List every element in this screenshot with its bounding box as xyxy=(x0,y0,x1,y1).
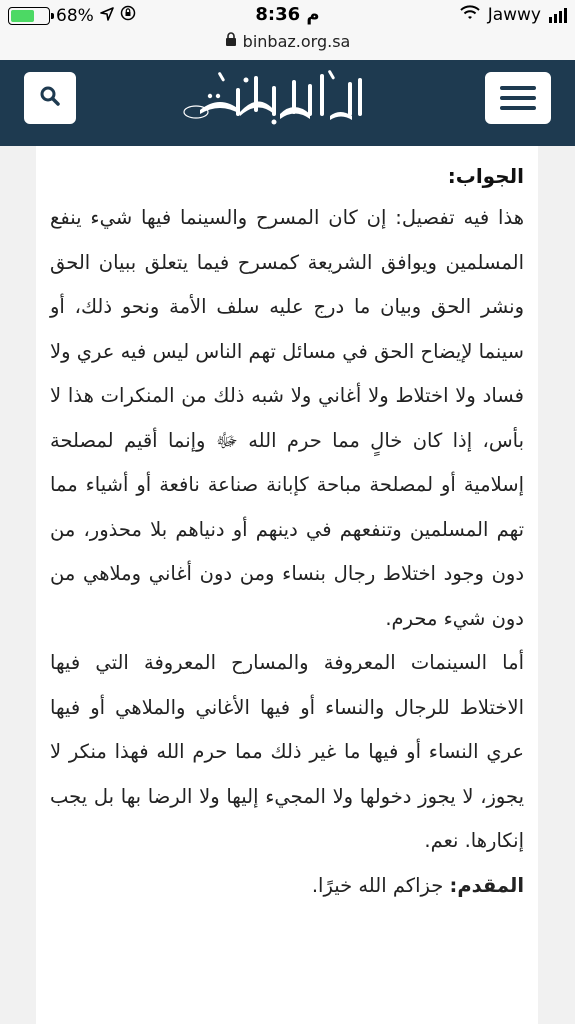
site-logo[interactable] xyxy=(180,66,380,134)
answer-paragraph-2: أما السينمات المعروفة والمسارح المعروفة التي فيها الاختلاط للرجال والنساء أو فيها الأغاني والملاهي أو فيها عري النساء أو فيها ما غير ذلك مما حرم الله فهذا منكر لا يجوز، لا يجوز دخولها ولا المجيء إليها ولا الرضا بها بل يجب إنكارها. نعم. xyxy=(50,651,524,852)
carrier-name: Jawwy xyxy=(487,5,541,25)
site-header xyxy=(0,60,575,146)
article-content xyxy=(36,146,538,1024)
hamburger-line xyxy=(500,106,536,110)
url-text: binbaz.org.sa xyxy=(242,32,351,51)
answer-heading: الجواب: xyxy=(447,164,524,188)
answer-paragraph-1: هذا فيه تفصيل: إن كان المسرح والسينما فيها شيء ينفع المسلمين ويوافق الشريعة كمسرح فيما يتعلق ببيان الحق ونشر الحق وبيان ما درج عليه سلف الأمة ونحو ذلك، أو سينما لإيضاح الحق في مسائل تهم الناس ليس فيه عري ولا فساد ولا اختلاط ولا أغاني ولا شبه ذلك من المنكرات هذا لا بأس، إذا كان خالٍ مما حرم الله ﷻ وإنما أقيم لمصلحة إسلامية أو لمصلحة مباحة كإبانة صناعة نافعة أو أشياء مما تهم المسلمين وتنفعهم في دينهم أو دنياهم بلا محذور، من دون وجود اختلاط رجال بنساء ومن دون أغاني وملاهي من دون شيء محرم. xyxy=(50,206,524,630)
host-text: جزاكم الله خيرًا. xyxy=(311,873,444,897)
menu-button[interactable] xyxy=(485,72,551,124)
status-time: 8:36 م xyxy=(255,4,320,25)
address-bar[interactable] xyxy=(0,32,575,60)
hamburger-line xyxy=(500,96,536,100)
signal-icon xyxy=(549,7,567,23)
search-button[interactable] xyxy=(24,72,76,124)
host-line xyxy=(50,864,524,909)
search-icon xyxy=(39,85,61,111)
status-bar xyxy=(0,0,575,32)
status-right xyxy=(460,5,567,25)
wifi-icon xyxy=(460,5,480,25)
host-label: المقدم: xyxy=(449,873,524,897)
hamburger-line xyxy=(500,86,536,90)
battery-percent: 68% xyxy=(56,5,94,26)
lock-icon xyxy=(225,32,237,51)
